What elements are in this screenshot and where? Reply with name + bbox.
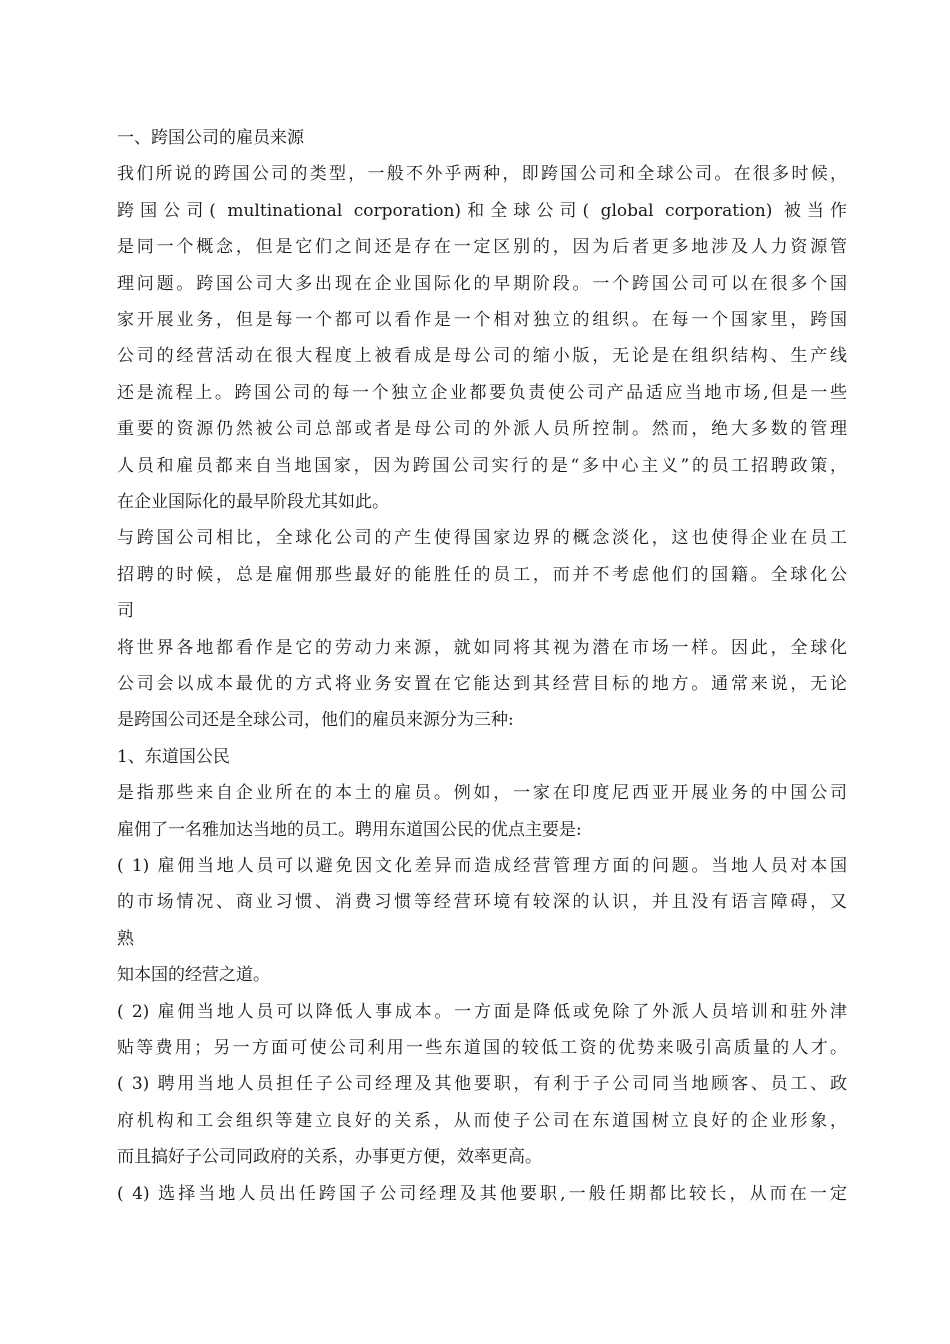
text-line: 跨国公司( multinational corporation)和全球公司( global corporation) 被当作 — [117, 200, 847, 221]
text-line: 府机构和工会组织等建立良好的关系，从而使子公司在东道国树立良好的企业形象， — [117, 1110, 847, 1131]
text-line: 熟 — [117, 928, 134, 949]
text-line: 公司会以成本最优的方式将业务安置在它能达到其经营目标的地方。通常来说，无论 — [117, 674, 847, 694]
text-line: 雇佣了一名雅加达当地的员工。聘用东道国公民的优点主要是: — [117, 819, 582, 840]
text-line: 理问题。跨国公司大多出现在企业国际化的早期阶段。一个跨国公司可以在很多个国 — [117, 273, 847, 294]
text-line: ( 4) 选择当地人员出任跨国子公司经理及其他要职,一般任期都比较长，从而在一定 — [117, 1183, 847, 1204]
text-line: 在企业国际化的最早阶段尤其如此。 — [117, 492, 389, 512]
text-line: 是跨国公司还是全球公司，他们的雇员来源分为三种: — [117, 710, 514, 731]
text-line: 是指那些来自企业所在的本土的雇员。例如，一家在印度尼西亚开展业务的中国公司 — [117, 783, 847, 804]
text-line: 与跨国公司相比，全球化公司的产生使得国家边界的概念淡化，这也使得企业在员工 — [117, 528, 847, 549]
text-line: 而且搞好子公司同政府的关系，办事更方便，效率更高。 — [117, 1147, 542, 1168]
text-line: ( 3) 聘用当地人员担任子公司经理及其他要职，有利于子公司同当地顾客、员工、政 — [117, 1074, 847, 1095]
text-line: 知本国的经营之道。 — [117, 965, 270, 986]
text-line: 重要的资源仍然被公司总部或者是母公司的外派人员所控制。然而，绝大多数的管理 — [117, 419, 847, 440]
text-line: ( 2) 雇佣当地人员可以降低人事成本。一方面是降低或免除了外派人员培训和驻外津 — [117, 1001, 847, 1022]
text-line: 还是流程上。跨国公司的每一个独立企业都要负责使公司产品适应当地市场,但是一些 — [117, 382, 847, 403]
text-line: 1、东道国公民 — [117, 746, 230, 767]
text-line: 招聘的时候，总是雇佣那些最好的能胜任的员工，而并不考虑他们的国籍。全球化公 — [117, 564, 847, 585]
text-line: 贴等费用；另一方面可使公司利用一些东道国的较低工资的优势来吸引高质量的人才。 — [117, 1038, 847, 1058]
text-line: 将世界各地都看作是它的劳动力来源，就如同将其视为潜在市场一样。因此，全球化 — [117, 637, 847, 658]
text-line: 司 — [117, 601, 134, 622]
text-line: 我们所说的跨国公司的类型，一般不外乎两种，即跨国公司和全球公司。在很多时候， — [117, 164, 847, 185]
text-line: ( 1) 雇佣当地人员可以避免因文化差异而造成经营管理方面的问题。当地人员对本国 — [117, 856, 847, 876]
text-line: 公司的经营活动在很大程度上被看成是母公司的缩小版，无论是在组织结构、生产线 — [117, 346, 847, 367]
text-line: 是同一个概念，但是它们之间还是存在一定区别的，因为后者更多地涉及人力资源管 — [117, 237, 847, 258]
text-line: 人员和雇员都来自当地国家，因为跨国公司实行的是“多中心主义”的员工招聘政策， — [117, 455, 847, 476]
text-line: 家开展业务，但是每一个都可以看作是一个相对独立的组织。在每一个国家里，跨国 — [117, 310, 847, 330]
text-line: 一、跨国公司的雇员来源 — [117, 128, 304, 148]
text-line: 的市场情况、商业习惯、消费习惯等经营环境有较深的认识，并且没有语言障碍，又 — [117, 892, 847, 913]
